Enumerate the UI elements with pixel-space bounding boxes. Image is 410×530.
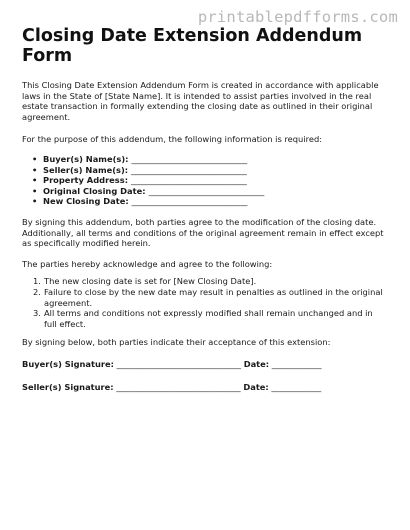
buyer-signature-label: Buyer(s) Signature: [22,358,114,369]
seller-date-blank[interactable]: ____________ [271,382,322,393]
field-label: Original Closing Date: [43,185,146,196]
term-text: All terms and conditions not expressly modified shall remain unchanged and in full effect. [44,308,373,329]
field-label: Buyer(s) Name(s): [43,153,129,164]
term-number: 3. [33,308,41,319]
bullet-icon: • [32,164,38,175]
bullet-icon: • [32,175,38,186]
watermark: printablepdfforms.com [197,8,398,26]
bullet-icon: • [32,153,38,164]
intro-paragraph: This Closing Date Extension Addendum Form is created in accordance with applicable laws in the State of [State Name]. It is intended to assist parties involved in the real estate transaction in formally extending the closing date as outlined in their original agreement. [22,80,379,122]
field-blank[interactable]: ______________________________ [148,185,265,196]
term-item [33,276,388,287]
acceptance-paragraph: By signing below, both parties indicate their acceptance of this extension: [22,337,331,348]
required-info-list [22,154,388,207]
seller-signature-blank[interactable]: ______________________________ [116,382,241,393]
field-label: Seller(s) Name(s): [43,164,129,175]
purpose-paragraph: For the purpose of this addendum, the following information is required: [22,134,323,145]
buyer-date-label: Date: [243,358,270,369]
field-property-address [32,175,388,186]
field-new-closing-date [32,196,388,207]
term-text: Failure to close by the new date may result in penalties as outlined in the original agreement. [44,286,383,308]
field-label: Property Address: [43,175,129,186]
term-number: 1. [33,276,41,287]
document-page [22,26,388,393]
field-original-closing-date [32,186,388,197]
signing-paragraph: By signing this addendum, both parties agree to the modification of the closing date. Additionally, all terms and conditions of the original agreement remain in effect except as specifically modified herein. [22,216,384,249]
document-title: Closing Date Extension Addendum Form [22,26,363,66]
terms-list [22,276,388,329]
term-text: The new closing date is set for [New Closing Date]. [44,276,257,287]
buyer-signature-blank[interactable]: ______________________________ [116,358,242,369]
seller-signature-label: Seller(s) Signature: [22,382,114,393]
bullet-icon: • [32,185,38,196]
seller-date-label: Date: [243,382,269,393]
bullet-icon: • [32,196,38,207]
field-blank[interactable]: ______________________________ [131,196,248,207]
buyer-signature-line [22,359,388,370]
term-number: 2. [33,286,41,297]
term-item [33,287,388,308]
term-item [33,308,388,329]
field-label: New Closing Date: [43,196,129,207]
field-seller-names [32,165,388,176]
field-blank[interactable]: ______________________________ [131,175,247,186]
field-blank[interactable]: ______________________________ [131,153,247,164]
field-buyer-names [32,154,388,165]
buyer-date-blank[interactable]: ____________ [271,358,322,369]
field-blank[interactable]: ______________________________ [131,164,247,175]
parties-paragraph: The parties hereby acknowledge and agree to the following: [22,258,273,269]
seller-signature-line [22,382,388,393]
